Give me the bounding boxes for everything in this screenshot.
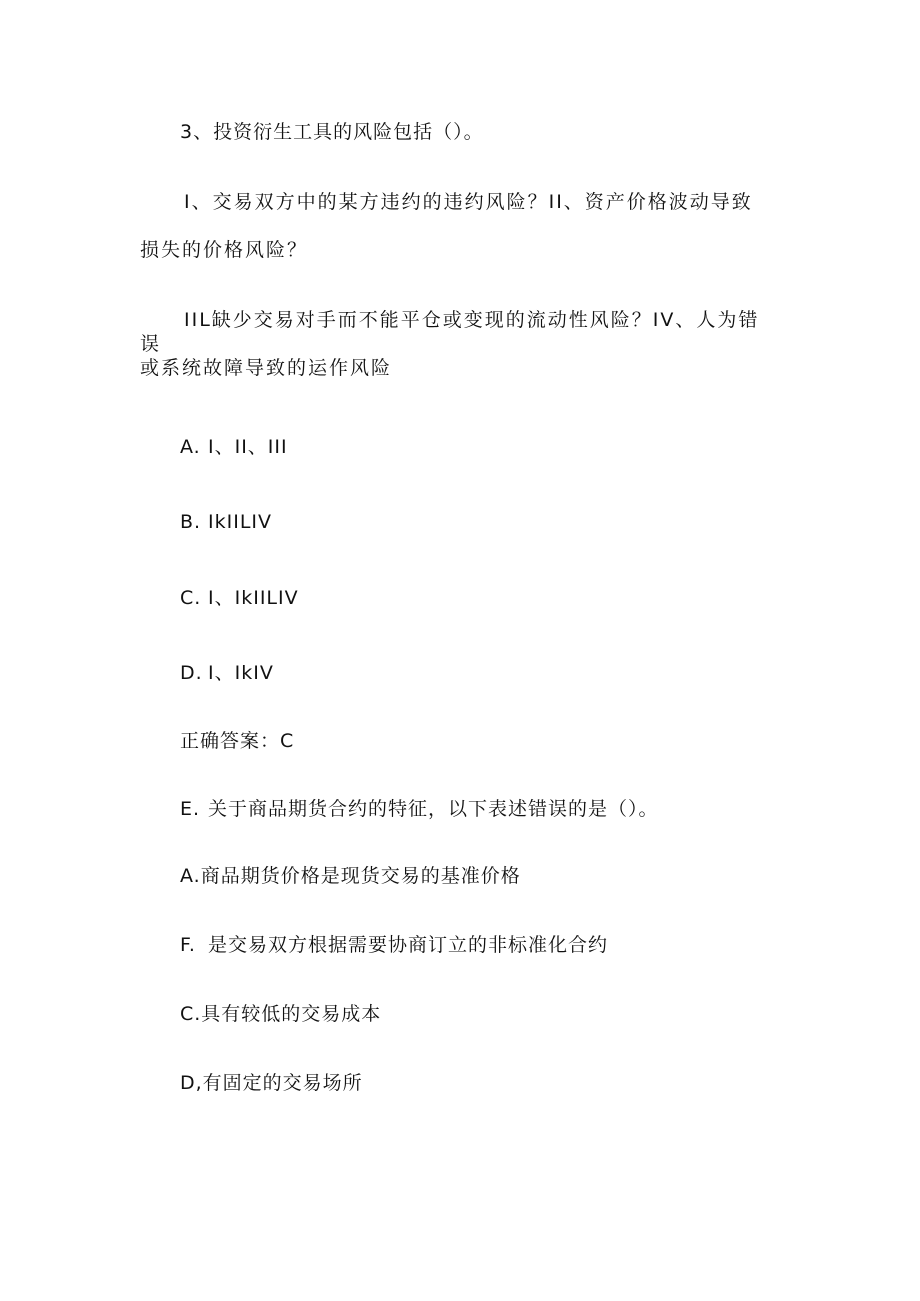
statement-1-line-1: I、交易双方中的某方违约的违约风险？II、资产价格波动导致	[184, 191, 753, 213]
option-text: 是交易双方根据需要协商订立的非标准化合约	[208, 934, 609, 956]
statement-1-line-2: 损失的价格风险？	[140, 239, 309, 261]
question-3-statement-1	[140, 190, 780, 214]
correct-answer: 正确答案：C	[180, 730, 295, 752]
option-letter: A.	[180, 436, 201, 458]
question-3-statement-2	[140, 308, 780, 356]
question-text: 关于商品期货合约的特征，以下表述错误的是（）。	[208, 798, 659, 820]
option-b	[180, 510, 272, 534]
option-text: I、IkIV	[208, 662, 274, 684]
statement-2-line-1: IIL缺少交易对手而不能平仓或变现的流动性风险？IV、人为错误	[140, 309, 760, 355]
question-4-option-c: C.具有较低的交易成本	[180, 1003, 382, 1025]
question-4-option-a: A.商品期货价格是现货交易的基准价格	[180, 865, 521, 887]
option-c	[180, 586, 299, 610]
option-text: IkIILIV	[208, 511, 272, 533]
option-d	[180, 661, 274, 685]
option-letter: D.	[180, 662, 203, 684]
option-letter: B.	[180, 511, 202, 533]
question-letter: E.	[180, 798, 201, 820]
question-4-option-d: D,有固定的交易场所	[180, 1072, 363, 1094]
statement-2-line-2: 或系统故障导致的运作风险	[140, 357, 393, 379]
option-text: I、IkIILIV	[208, 587, 299, 609]
option-letter: F.	[180, 934, 196, 956]
option-a	[180, 435, 288, 459]
option-text: I、II、III	[208, 436, 288, 458]
question-4-option-f	[180, 933, 608, 957]
question-3-title: 3、投资衍生工具的风险包括（）。	[180, 121, 484, 143]
question-4-title	[180, 797, 659, 821]
option-letter: C.	[180, 587, 202, 609]
